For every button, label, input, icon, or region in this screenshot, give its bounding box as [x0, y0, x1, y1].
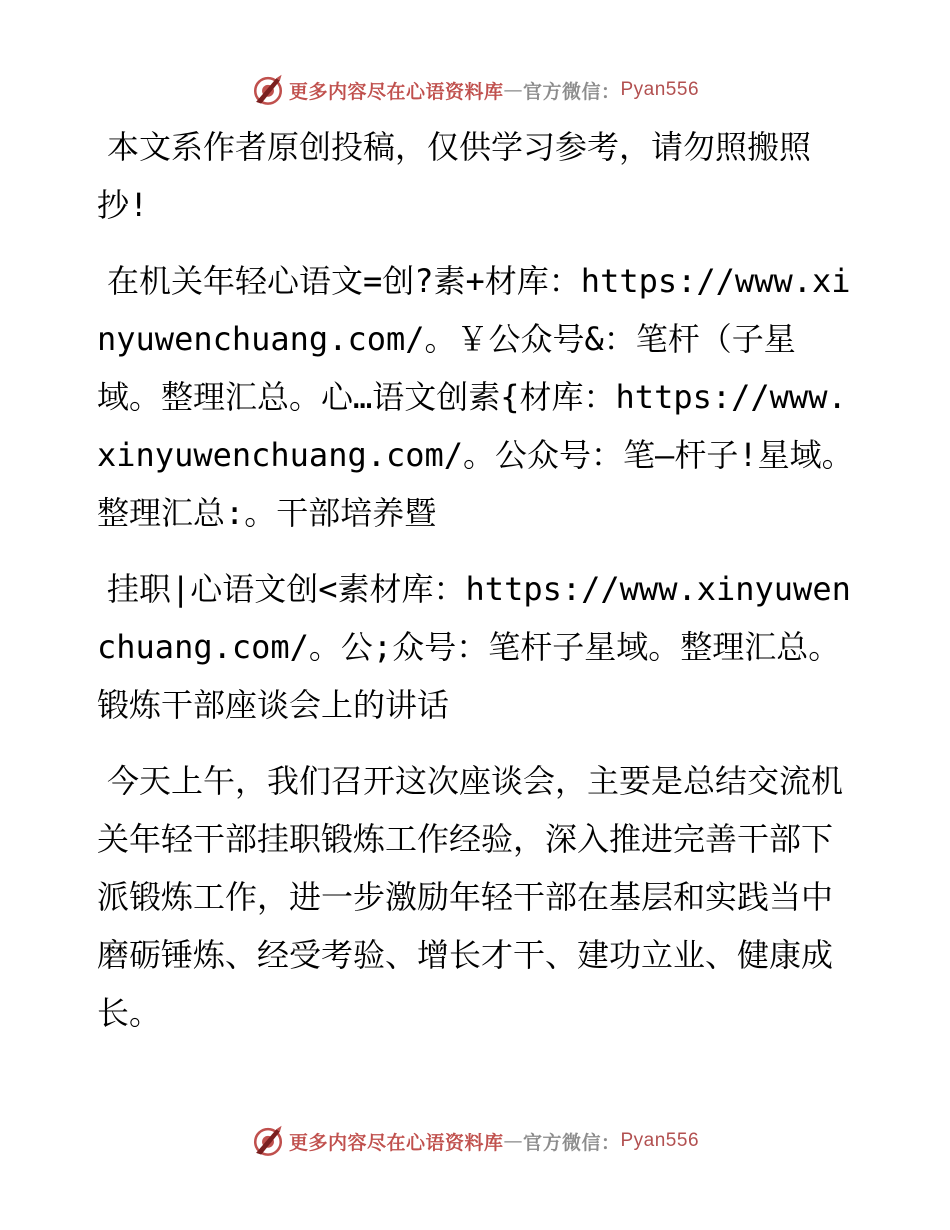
header-promo-text: 更多内容尽在心语资料库	[288, 80, 504, 103]
paragraph-title-part-2: 挂职|心语文创<素材库：https://www.xinyuwenchuang.com/。公;众号：笔杆子星域。整理汇总。锻炼干部座谈会上的讲话	[97, 570, 851, 724]
footer-banner	[0, 1123, 950, 1159]
header-wechat-label: 官方微信：	[522, 80, 621, 103]
header-banner	[0, 72, 950, 108]
footer-wechat-handle: Pyan556	[620, 1130, 700, 1151]
footer-wechat-label: 官方微信：	[522, 1131, 621, 1154]
document-body	[97, 118, 857, 1060]
paragraph-title-part-1: 在机关年轻心语文=创?素+材库：https://www.xinyuwenchuang.com/。￥公众号&：笔杆（子星域。整理汇总。心…语文创素{材库：https://www.xinyuwenchuang.com/。公众号：笔—杆子!星域。整理汇总:。干部培养暨	[97, 262, 854, 532]
footer-promo-text: 更多内容尽在心语资料库	[288, 1131, 504, 1154]
paragraph-disclaimer: 本文系作者原创投稿，仅供学习参考，请勿照搬照抄!	[97, 128, 812, 224]
header-dash: —	[503, 79, 523, 101]
footer-dash: —	[503, 1130, 523, 1152]
paragraph-intro: 今天上午，我们召开这次座谈会，主要是总结交流机关年轻干部挂职锻炼工作经验，深入推进完善干部下派锻炼工作，进一步激励年轻干部在基层和实践当中磨砺锤炼、经受考验、增长才干、建功立业、健康成长。	[97, 762, 844, 1032]
header-wechat-handle: Pyan556	[620, 79, 700, 100]
pen-logo-icon	[251, 1124, 285, 1158]
pen-logo-icon	[251, 73, 285, 107]
